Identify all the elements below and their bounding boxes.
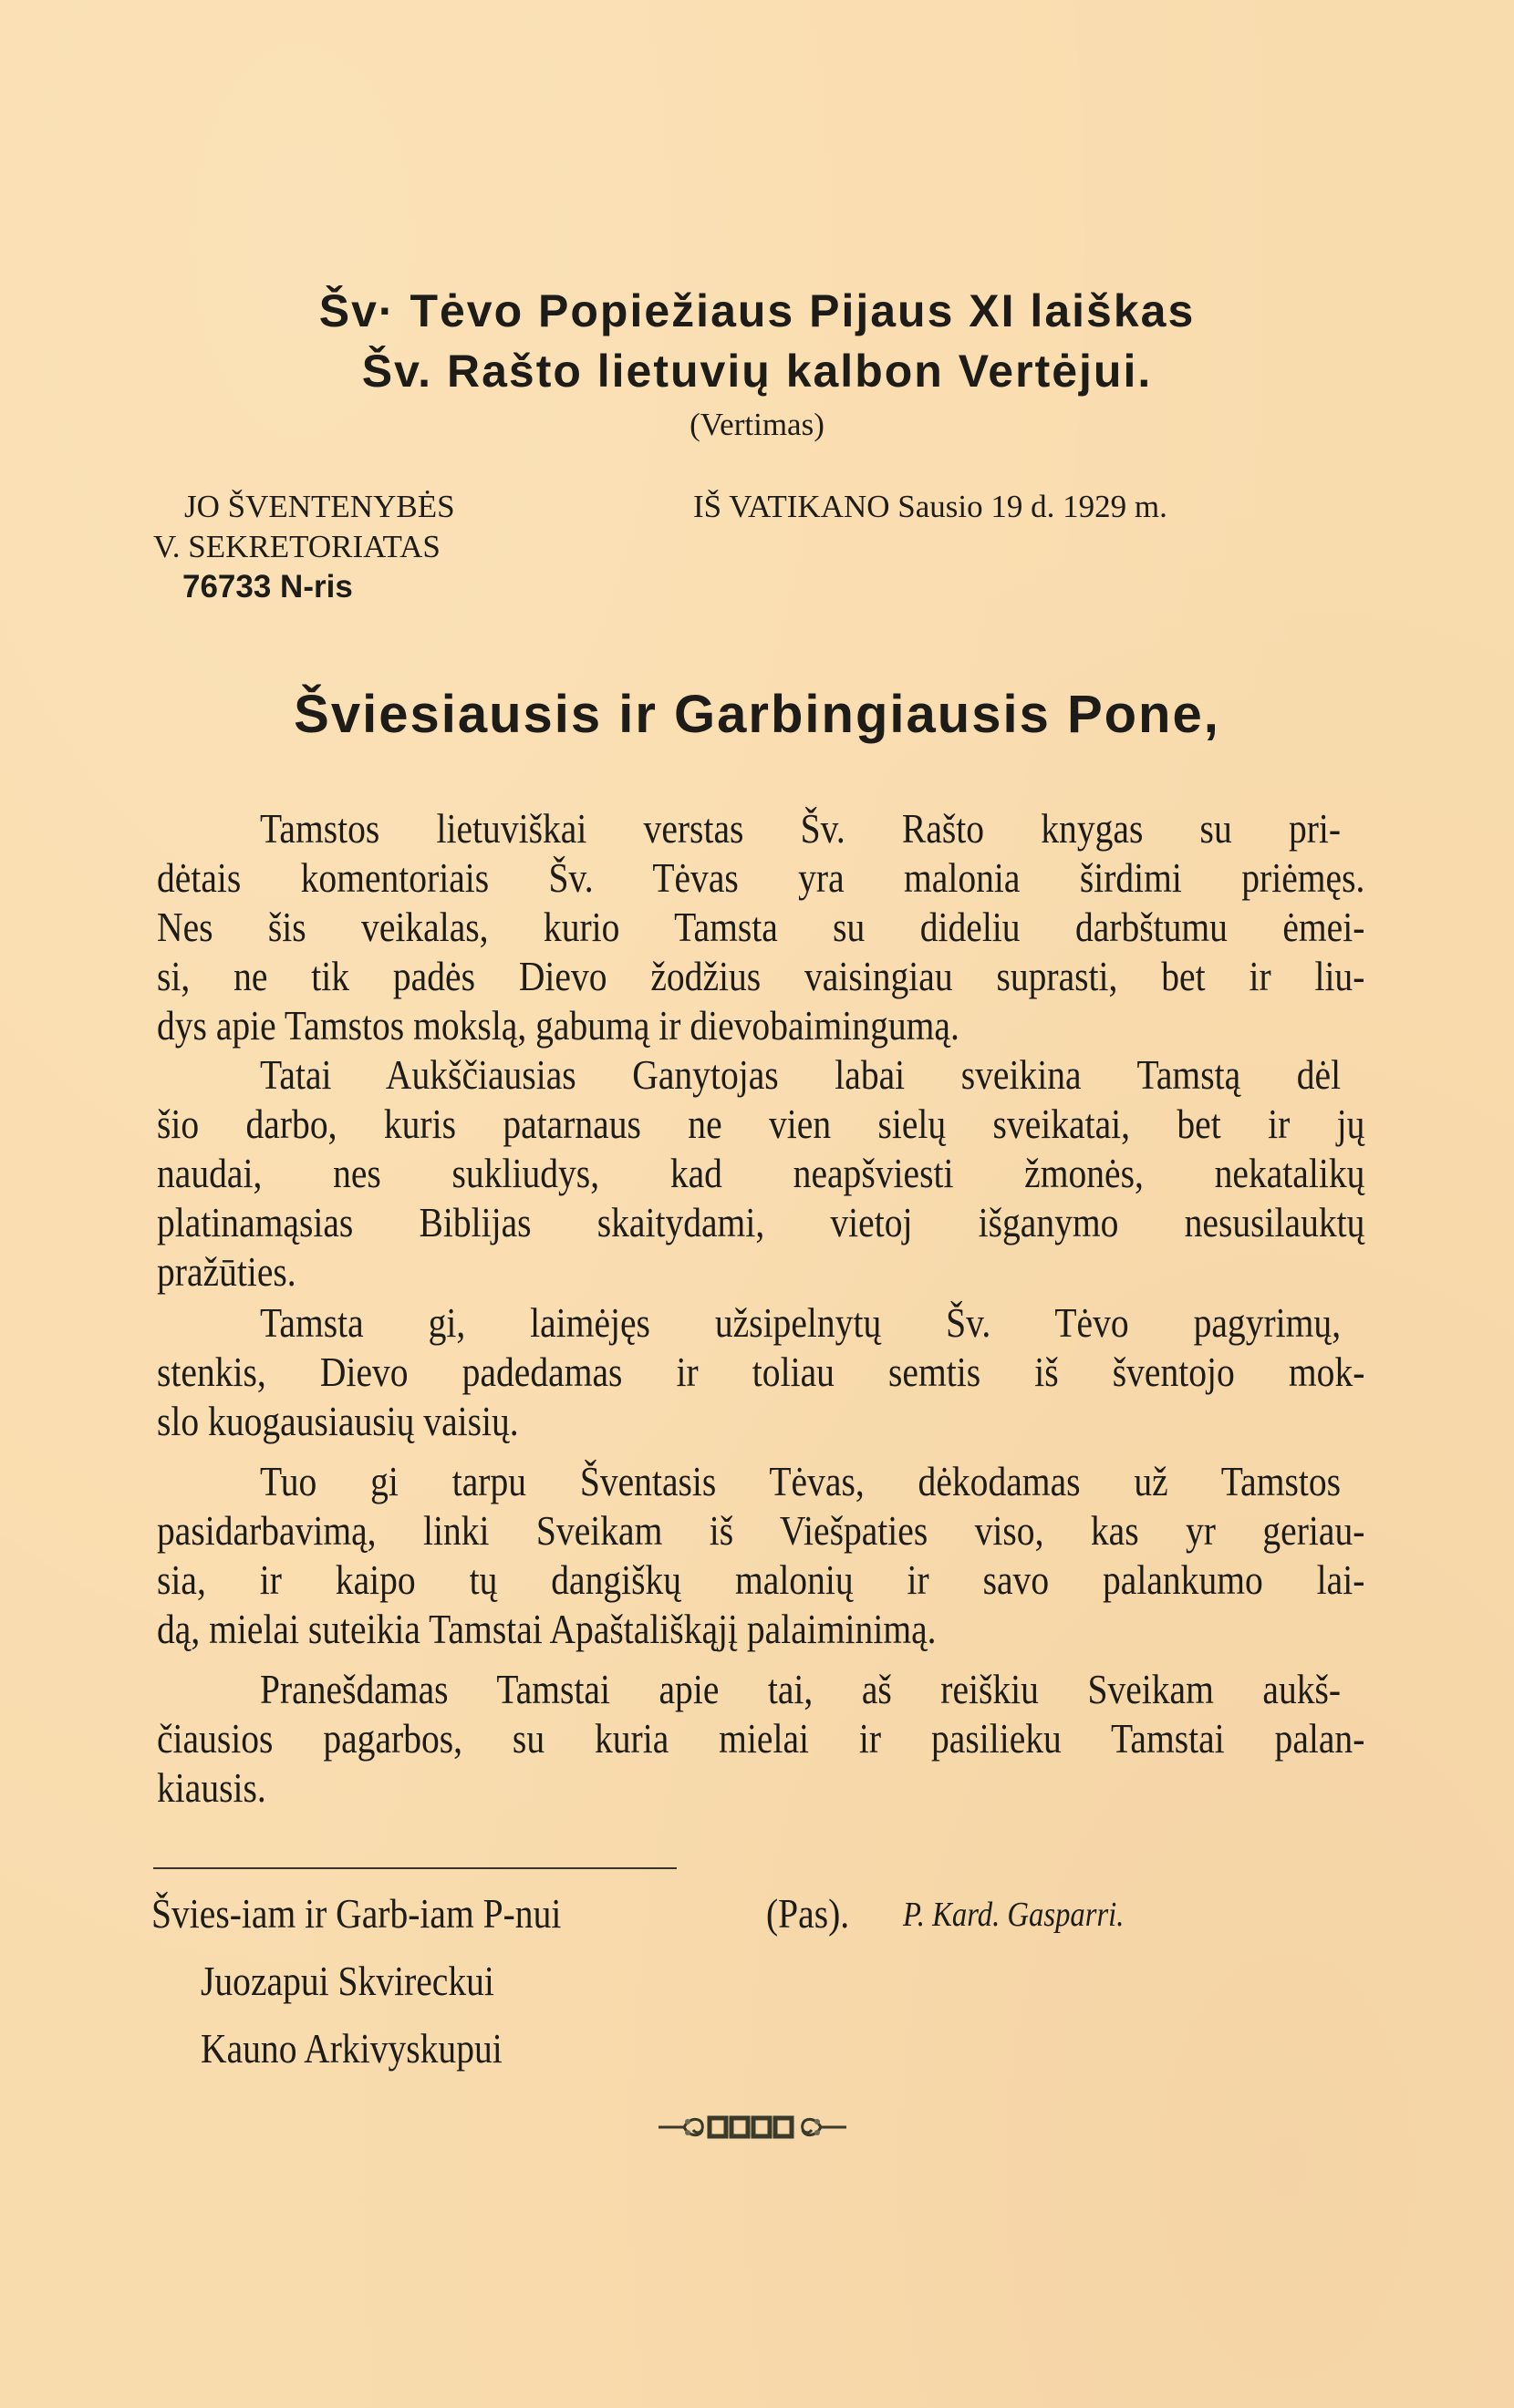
body-line: dys apie Tamstos mokslą, gabumą ir dievobaimingumą. xyxy=(157,1002,959,1049)
ornament-icon xyxy=(657,2113,848,2141)
body-line: dėtais komentoriais Šv. Tėvas yra malonia širdimi priėmęs. xyxy=(157,854,1365,901)
body-line: naudai, nes sukliudys, kad neapšviesti žmonės, nekatalikų xyxy=(157,1150,1365,1196)
body-line: pasidarbavimą, linki Sveikam iš Viešpaties viso, kas yr geriau- xyxy=(157,1507,1365,1554)
signature-prefix: (Pas). xyxy=(766,1890,850,1937)
divider-rule xyxy=(153,1867,677,1869)
body-line: kiausis. xyxy=(157,1764,266,1811)
body-line: šio darbo, kuris patarnaus ne vien sielų sveikatai, bet ir jų xyxy=(157,1101,1365,1147)
body-line: si, ne tik padės Dievo žodžius vaisingiau suprasti, bet ir liu- xyxy=(157,953,1365,999)
recipient-line-2: Juozapui Skvireckui xyxy=(201,1958,494,2004)
body-line: sia, ir kaipo tų dangiškų malonių ir savo palankumo lai- xyxy=(157,1556,1365,1603)
title-line-2: Šv. Rašto lietuvių kalbon Vertėjui. xyxy=(361,346,1153,397)
place-date: IŠ VATIKANO Sausio 19 d. 1929 m. xyxy=(693,489,1167,524)
body-line: čiausios pagarbos, su kuria mielai ir pasilieku Tamstai palan- xyxy=(157,1715,1365,1762)
sender-line-1: JO ŠVENTENYBĖS xyxy=(184,489,455,524)
signature-name: P. Kard. Gasparri. xyxy=(903,1896,1125,1934)
recipient-line-3: Kauno Arkivyskupui xyxy=(201,2025,503,2072)
body-line: dą, mielai suteikia Tamstai Apaštališkąjį palaiminimą. xyxy=(157,1606,937,1652)
recipient-line-1: Švies-iam ir Garb-iam P-nui xyxy=(151,1890,562,1937)
body-line: Tamstos lietuviškai verstas Šv. Rašto knygas su pri- xyxy=(260,805,1342,852)
body-line: platinamąsias Biblijas skaitydami, vietoj išganymo nesusilauktų xyxy=(157,1199,1365,1245)
body-line: stenkis, Dievo padedamas ir toliau semtis iš šventojo mok- xyxy=(157,1349,1365,1395)
subtitle: (Vertimas) xyxy=(690,407,824,442)
body-line: Tuo gi tarpu Šventasis Tėvas, dėkodamas už Tamstos xyxy=(260,1458,1342,1504)
body-line: Pranešdamas Tamstai apie tai, aš reiškiu Sveikam aukš- xyxy=(260,1666,1342,1712)
body-line: Tatai Aukščiausias Ganytojas labai sveikina Tamstą dėl xyxy=(260,1051,1342,1098)
salutation: Šviesiausis ir Garbingiausis Pone, xyxy=(294,685,1220,744)
sender-line-3: 76733 N-ris xyxy=(182,569,353,605)
body-line: Tamsta gi, laimėjęs užsipelnytų Šv. Tėvo pagyrimų, xyxy=(260,1299,1342,1346)
body-line: Nes šis veikalas, kurio Tamsta su dideliu darbštumu ėmei- xyxy=(157,904,1365,950)
body-line: pražūties. xyxy=(157,1248,296,1295)
body-line: slo kuogausiausių vaisių. xyxy=(157,1398,519,1444)
title-line-1: Šv· Tėvo Popiežiaus Pijaus XI laiškas xyxy=(318,285,1196,336)
sender-line-2: V. SEKRETORIATAS xyxy=(153,529,441,564)
